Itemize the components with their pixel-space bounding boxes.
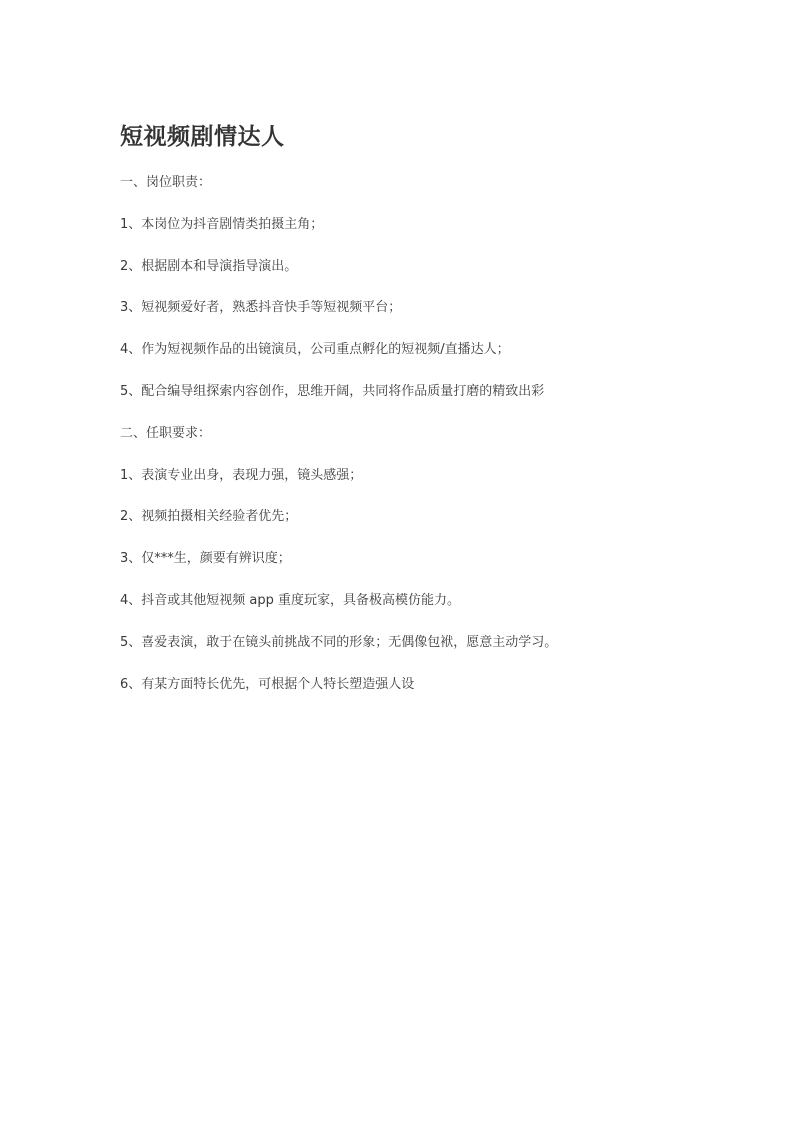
section-heading-requirements: 二、任职要求：	[120, 425, 212, 441]
requirement-item-4: 4、抖音或其他短视频 app 重度玩家，具备极高模仿能力。	[120, 592, 461, 608]
requirement-item-1: 1、表演专业出身，表现力强，镜头感强；	[120, 467, 363, 483]
section-heading-duties: 一、岗位职责：	[120, 175, 212, 190]
duty-item-1: 1、本岗位为抖音剧情类拍摄主角；	[120, 216, 324, 232]
requirement-item-3: 3、仅***生，颜要有辨识度；	[120, 551, 291, 567]
duty-item-4: 4、作为短视频作品的出镜演员，公司重点孵化的短视频/直播达人；	[120, 342, 510, 358]
duty-item-3: 3、短视频爱好者，熟悉抖音快手等短视频平台；	[120, 300, 402, 316]
duty-item-2: 2、根据剧本和导演指导演出。	[120, 258, 298, 274]
requirement-item-2: 2、视频拍摄相关经验者优先；	[120, 509, 298, 525]
requirement-item-6: 6、有某方面特长优先，可根据个人特长塑造强人设	[120, 676, 415, 692]
document-title: 短视频剧情达人	[120, 124, 285, 150]
document-body	[120, 173, 740, 716]
requirement-item-5: 5、喜爱表演，敢于在镜头前挑战不同的形象；无偶像包袱，愿意主动学习。	[120, 634, 558, 650]
duty-item-5: 5、配合编导组探索内容创作，思维开阔，共同将作品质量打磨的精致出彩	[120, 383, 545, 399]
